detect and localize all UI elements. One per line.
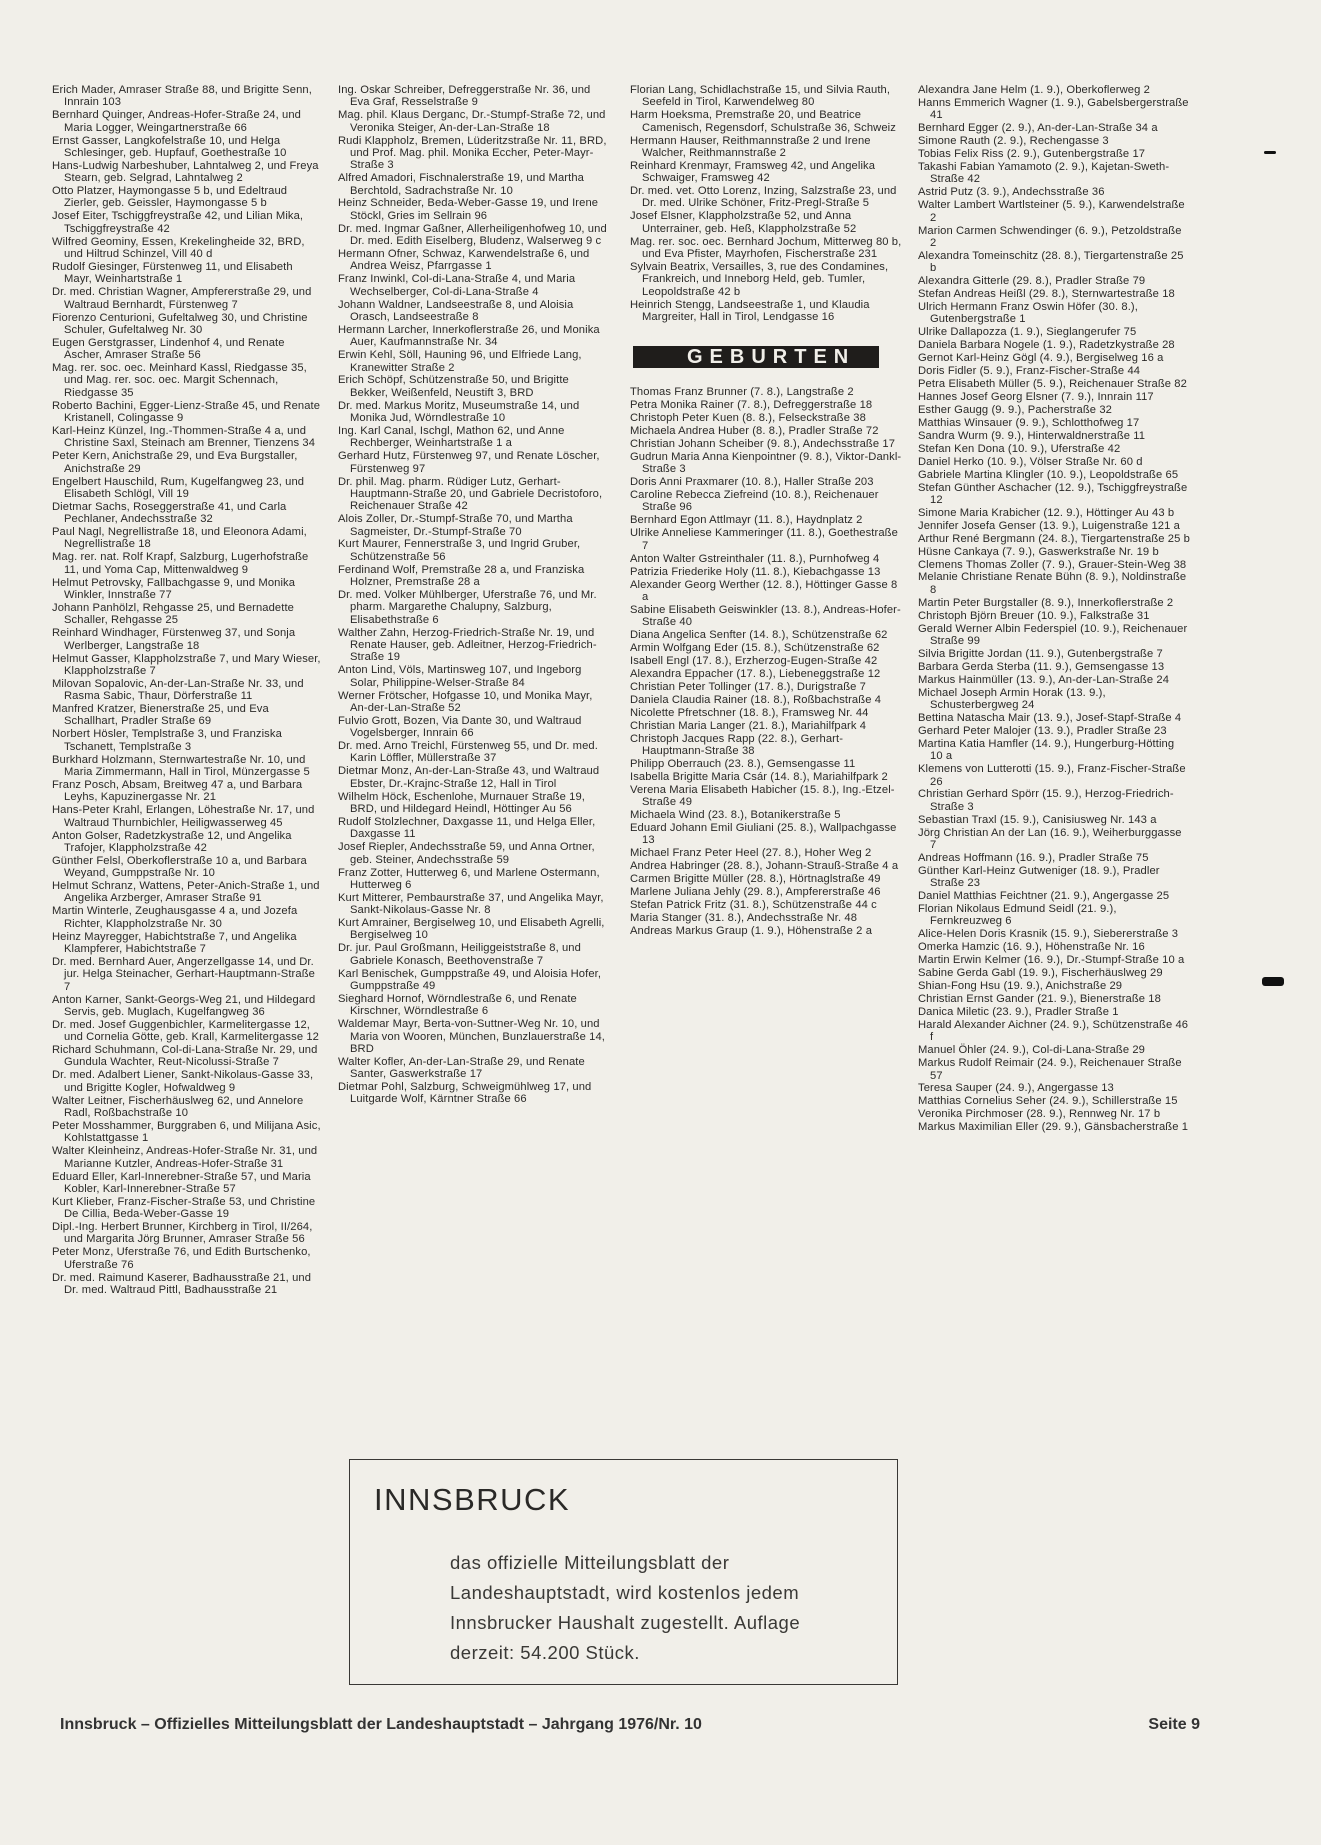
scan-mark-top [1264,151,1276,154]
birth-entry: Carmen Brigitte Müller (28. 8.), Hörtnaglstraße 49 [630,873,881,886]
marriage-entry: Johann Waldner, Landseestraße 8, und Aloisia Orasch, Landseestraße 8 [338,298,574,323]
marriage-entry: Walther Zahn, Herzog-Friedrich-Straße Nr. 19, und Renate Hauser, geb. Adleitner, Herzog-Friedrich-Straße 19 [338,626,597,664]
birth-entry: Manuel Öhler (24. 9.), Col-di-Lana-Straße 29 [918,1044,1146,1057]
marriage-entry: Mag. rer. nat. Rolf Krapf, Salzburg, Lugerhofstraße 11, und Yoma Cap, Mittenwaldweg 9 [52,551,309,576]
column-1 [52,84,322,1297]
birth-entry: Hanns Emmerich Wagner (1. 9.), Gabelsbergerstraße 41 [918,96,1189,122]
birth-entry: Petra Elisabeth Müller (5. 9.), Reichenauer Straße 82 [918,378,1187,390]
birth-entry: Hüsne Cankaya (7. 9.), Gaswerkstraße Nr. 19 b [918,545,1159,558]
birth-entry: Caroline Rebecca Ziefreind (10. 8.), Reichenauer Straße 96 [630,489,879,514]
marriage-entry: Ernst Gasser, Langkofelstraße 10, und Helga Schlesinger, geb. Hupfauf, Goethestraße 10 [52,134,287,159]
info-box-text: das offizielle Mitteilungsblatt der Landeshauptstadt, wird kostenlos jedem Innsbrucker Haushalt zugestellt. Auflage derzeit: 54.200 Stück. [450,1552,801,1663]
marriage-entry: Norbert Hösler, Templstraße 3, und Franziska Tschanett, Templstraße 3 [52,728,282,753]
birth-entry: Shian-Fong Hsu (19. 9.), Anichstraße 29 [918,980,1123,993]
marriage-entry: Dr. med. Ingmar Gaßner, Allerheiligenhofweg 10, und Dr. med. Edith Eiselberg, Bludenz, Walserweg 9 c [338,222,607,248]
birth-entry: Maria Stanger (31. 8.), Andechsstraße Nr. 48 [630,911,858,924]
marriage-entry: Kurt Maurer, Fennerstraße 3, und Ingrid Gruber, Schützenstraße 56 [338,538,581,563]
marriage-entry: Dr. med. vet. Otto Lorenz, Inzing, Salzstraße 23, und Dr. med. Ulrike Schöner, Fritz-Pregl-Straße 5 [630,185,897,210]
birth-entry: Armin Wolfgang Eder (15. 8.), Schützenstraße 62 [630,642,880,654]
birth-entry: Christoph Peter Kuen (8. 8.), Felseckstraße 38 [630,412,866,425]
column-2 [338,84,608,1106]
marriages-continued [630,84,902,323]
birth-entry: Florian Nikolaus Edmund Seidl (21. 9.), Fernkreuzweg 6 [918,903,1117,928]
footer-publication: Innsbruck – Offizielles Mitteilungsblatt der Landeshauptstadt – Jahrgang 1976/Nr. 10 [60,1716,702,1733]
birth-entry: Omerka Hamzic (16. 9.), Höhenstraße Nr. 16 [918,941,1145,954]
marriage-entry: Alois Zoller, Dr.-Stumpf-Straße 70, und Martha Sagmeister, Dr.-Stumpf-Straße 70 [338,513,573,538]
birth-entry: Michaela Andrea Huber (8. 8.), Pradler Straße 72 [630,425,879,438]
birth-entry: Tobias Felix Riss (2. 9.), Gutenbergstraße 17 [918,148,1146,161]
birth-entry: Markus Rudolf Reimair (24. 9.), Reichenauer Straße 57 [918,1057,1182,1082]
column-4 [918,84,1190,1134]
birth-entry: Andreas Markus Graup (1. 9.), Höhenstraße 2 a [630,924,873,937]
birth-entry: Daniela Claudia Rainer (18. 8.), Roßbachstraße 4 [630,693,882,706]
marriage-entry: Mag. rer. soc. oec. Bernhard Jochum, Mitterweg 80 b, und Eva Pfister, Mayrhofen, Fischerstraße 231 [630,235,902,261]
marriage-entry: Hermann Larcher, Innerkoflerstraße 26, und Monika Auer, Kaufmannstraße Nr. 34 [338,323,600,349]
birth-entry: Alexandra Gitterle (29. 8.), Pradler Straße 79 [918,275,1146,288]
birth-entry: Simone Maria Krabicher (12. 9.), Höttinger Au 43 b [918,506,1175,519]
marriage-entry: Dietmar Sachs, Roseggerstraße 41, und Carla Pechlaner, Andechsstraße 32 [52,500,287,526]
marriage-entry: Paul Nagl, Negrellistraße 18, und Eleonora Adami, Negrellistraße 18 [52,526,307,551]
birth-entry: Isabella Brigitte Maria Csár (14. 8.), Mariahilfpark 2 [630,770,888,783]
birth-entry: Sabine Gerda Gabl (19. 9.), Fischerhäuslweg 29 [918,967,1163,980]
marriage-entry: Reinhard Windhager, Fürstenweg 37, und Sonja Werlberger, Langstraße 18 [52,627,296,652]
marriage-entry: Josef Eiter, Tschiggfreystraße 42, und Lilian Mika, Tschiggfreystraße 42 [52,210,304,235]
marriage-entry: Anton Lind, Völs, Martinsweg 107, und Ingeborg Solar, Philippine-Welser-Straße 84 [338,664,582,689]
birth-entry: Teresa Sauper (24. 9.), Angergasse 13 [918,1082,1114,1095]
birth-entry: Bernhard Egger (2. 9.), An-der-Lan-Straße 34 a [918,122,1158,135]
marriage-entry: Fulvio Grott, Bozen, Via Dante 30, und Waltraud Vogelsberger, Innrain 66 [338,714,582,740]
birth-entry: Matthias Cornelius Seher (24. 9.), Schillerstraße 15 [918,1095,1178,1108]
birth-entry: Gudrun Maria Anna Kienpointner (9. 8.), Viktor-Dankl-Straße 3 [630,450,902,476]
marriage-entry: Dr. med. Volker Mühlberger, Uferstraße 76, und Mr. pharm. Margarethe Chalupny, Salzburg, Elisabethstraße 6 [338,589,597,626]
marriage-entry: Burkhard Holzmann, Sternwartestraße Nr. 10, und Maria Zimmermann, Hall in Tirol, Münzergasse 5 [52,753,310,778]
birth-entry: Anton Walter Gstreinthaler (11. 8.), Purnhofweg 4 [630,552,880,565]
marriage-entry: Hans-Peter Krahl, Erlangen, Löhestraße Nr. 17, und Waltraud Thurnbichler, Heiligwasserweg 45 [52,804,315,829]
birth-entry: Barbara Gerda Sterba (11. 9.), Gemsengasse 13 [918,660,1165,673]
birth-entry: Takashi Fabian Yamamoto (2. 9.), Kajetan-Sweth-Straße 42 [918,161,1170,186]
birth-entry: Clemens Thomas Zoller (7. 9.), Grauer-Stein-Weg 38 [918,558,1187,571]
birth-entry: Isabell Engl (17. 8.), Erzherzog-Eugen-Straße 42 [630,654,878,667]
birth-entry: Christian Peter Tollinger (17. 8.), Durigstraße 7 [630,680,866,693]
marriage-entry: Josef Elsner, Klappholzstraße 52, und Anna Unterrainer, geb. Heß, Klappholzstraße 52 [630,210,857,235]
marriage-entry: Karl-Heinz Künzel, Ing.-Thommen-Straße 4 a, und Christine Saxl, Steinach am Brenner, Tienzens 34 [52,425,316,450]
marriage-entry: Dr. med. Raimund Kaserer, Badhausstraße 21, und Dr. med. Waltraud Pittl, Badhausstraße 21 [52,1271,312,1296]
birth-entry: Marion Carmen Schwendinger (6. 9.), Petzoldstraße 2 [918,224,1182,249]
marriage-entry: Wilfred Geominy, Essen, Krekelingheide 32, BRD, und Hiltrud Schinzel, Vill 40 d [52,235,305,261]
marriage-entry: Gerhard Hutz, Fürstenweg 97, und Renate Löscher, Fürstenweg 97 [338,450,600,475]
marriage-entry: Hermann Hauser, Reithmannstraße 2 und Irene Walcher, Reithmannstraße 2 [630,134,871,159]
birth-entry: Christian Johann Scheiber (9. 8.), Andechsstraße 17 [630,437,896,450]
marriage-entry: Sieghard Hornof, Wörndlestraße 6, und Renate Kirschner, Wörndlestraße 6 [338,992,577,1018]
marriage-entry: Mag. rer. soc. oec. Meinhard Kassl, Riedgasse 35, und Mag. rer. soc. oec. Margit Schennach, Riedgasse 35 [52,362,307,399]
marriage-entry: Dietmar Monz, An-der-Lan-Straße 43, und Waltraud Ebster, Dr.-Krajnc-Straße 12, Hall in Tirol [338,765,600,790]
birth-entry: Hannes Josef Georg Elsner (7. 9.), Innrain 117 [918,390,1154,403]
marriage-entry: Erich Mader, Amraser Straße 88, und Brigitte Senn, Innrain 103 [52,84,312,109]
birth-entry: Matthias Winsauer (9. 9.), Schlotthofweg 17 [918,416,1140,429]
marriage-entry: Dr. med. Markus Moritz, Museumstraße 14, und Monika Jud, Wörndlestraße 10 [338,399,580,425]
marriage-entry: Kurt Amrainer, Bergiselweg 10, und Elisabeth Agrelli, Bergiselweg 10 [338,917,605,942]
marriage-entry: Günther Felsl, Oberkoflerstraße 10 a, und Barbara Weyand, Gumppstraße Nr. 10 [52,854,307,880]
marriage-entry: Johann Panhölzl, Rehgasse 25, und Bernadette Schaller, Rehgasse 25 [52,601,294,627]
marriage-entry: Dipl.-Ing. Herbert Brunner, Kirchberg in Tirol, II/264, und Margarita Jörg Brunner, Amraser Straße 56 [52,1221,313,1246]
birth-entry: Veronika Pirchmoser (28. 9.), Rennweg Nr. 17 b [918,1108,1161,1121]
marriage-entry: Ferdinand Wolf, Premstraße 28 a, und Franziska Holzner, Premstraße 28 a [338,563,585,589]
birth-entry: Ulrike Dallapozza (1. 9.), Sieglangerufer 75 [918,326,1137,339]
birth-entry: Harald Alexander Aichner (24. 9.), Schützenstraße 46 f [918,1018,1189,1044]
marriage-entry: Heinz Mayregger, Habichtstraße 7, und Angelika Klampferer, Habichtstraße 7 [52,930,297,955]
marriage-entry: Dr. med. Arno Treichl, Fürstenweg 55, und Dr. med. Karin Löffler, Müllerstraße 37 [338,740,598,765]
birth-entry: Jennifer Josefa Genser (13. 9.), Luigenstraße 121 a [918,519,1180,532]
birth-entry: Jörg Christian An der Lan (16. 9.), Weiherburggasse 7 [918,826,1182,851]
birth-entry: Günther Karl-Heinz Gutweniger (18. 9.), Pradler Straße 23 [918,864,1160,890]
birth-entry: Martin Erwin Kelmer (16. 9.), Dr.-Stumpf-Straße 10 a [918,954,1185,967]
birth-entry: Stefan Günther Aschacher (12. 9.), Tschiggfreystraße 12 [918,481,1188,506]
birth-entry: Christian Maria Langer (21. 8.), Mariahilfpark 4 [630,719,867,732]
marriage-entry: Dietmar Pohl, Salzburg, Schweigmühlweg 17, und Luitgarde Wolf, Kärntner Straße 66 [338,1081,592,1106]
marriage-entry: Karl Benischek, Gumppstraße 49, und Aloisia Hofer, Gumppstraße 49 [338,967,602,992]
birth-entry: Martin Peter Burgstaller (8. 9.), Innerkoflerstraße 2 [918,596,1174,609]
marriage-entry: Engelbert Hauschild, Rum, Kugelfangweg 23, und Elisabeth Schlögl, Vill 19 [52,475,305,500]
birth-entry: Sabine Elisabeth Geiswinkler (13. 8.), Andreas-Hofer-Straße 40 [630,603,901,629]
marriage-entry: Walter Leitner, Fischerhäuslweg 62, und Annelore Radl, Roßbachstraße 10 [52,1094,304,1119]
marriage-entry: Dr. med. Christian Wagner, Ampfererstraße 29, und Waltraud Bernhardt, Fürstenweg 7 [52,286,312,311]
birth-entry: Arthur René Bergmann (24. 8.), Tiergartenstraße 25 b [918,532,1190,545]
marriage-entry: Erwin Kehl, Söll, Hauning 96, und Elfriede Lang, Kranewitter Straße 2 [338,349,582,374]
marriage-entry: Eugen Gerstgrasser, Lindenhof 4, und Renate Ascher, Amraser Straße 56 [52,336,285,362]
marriage-entry: Walter Kofler, An-der-Lan-Straße 29, und Renate Santer, Gaswerkstraße 17 [338,1055,585,1081]
birth-entry: Simone Rauth (2. 9.), Rechengasse 3 [918,135,1109,148]
birth-entry: Alexandra Tomeinschitz (28. 8.), Tiergartenstraße 25 b [918,249,1184,275]
marriage-entry: Dr. med. Josef Guggenbichler, Karmelitergasse 12, und Cornelia Götte, geb. Krall, Karmelitergasse 12 [52,1018,319,1044]
marriage-entry: Kurt Klieber, Franz-Fischer-Straße 53, und Christine De Cillia, Beda-Weber-Gasse 19 [52,1195,316,1221]
page-number: Seite 9 [1148,1716,1200,1733]
birth-entry: Esther Gaugg (9. 9.), Pacherstraße 32 [918,403,1112,416]
marriage-entry: Walter Kleinheinz, Andreas-Hofer-Straße Nr. 31, und Marianne Kutzler, Andreas-Hofer-Straße 31 [52,1145,318,1170]
marriage-entry: Dr. med. Bernhard Auer, Angerzellgasse 14, und Dr. jur. Helga Steinacher, Gerhart-Hauptmann-Straße 7 [52,955,315,993]
marriage-entry: Reinhard Krenmayr, Framsweg 42, und Angelika Schwaiger, Framsweg 42 [630,159,876,185]
birth-entry: Daniela Barbara Nogele (1. 9.), Radetzkystraße 28 [918,339,1175,352]
marriage-entry: Dr. phil. Mag. pharm. Rüdiger Lutz, Gerhart-Hauptmann-Straße 20, und Gabriele Decristoforo, Reichenauer Straße 42 [338,475,603,513]
birth-entry: Astrid Putz (3. 9.), Andechsstraße 36 [918,186,1105,199]
marriage-entry: Roberto Bachini, Egger-Lienz-Straße 45, und Renate Kristanell, Colingasse 9 [52,399,321,425]
marriage-entry: Fiorenzo Centurioni, Gufeltalweg 30, und Christine Schuler, Gufeltalweg Nr. 30 [52,311,308,336]
birth-entry: Alexandra Eppacher (17. 8.), Liebeneggstraße 12 [630,667,881,680]
marriage-entry: Bernhard Quinger, Andreas-Hofer-Straße 24, und Maria Logger, Weingartnerstraße 66 [52,109,301,134]
birth-entry: Martina Katia Hamfler (14. 9.), Hungerburg-Hötting 10 a [918,737,1175,763]
info-box-title: INNSBRUCK [374,1482,571,1517]
marriage-entry: Wilhelm Höck, Eschenlohe, Murnauer Straße 19, BRD, und Hildegard Heindl, Höttinger Au 56 [338,790,585,816]
birth-entry: Gabriele Martina Klingler (10. 9.), Leopoldstraße 65 [918,468,1179,481]
birth-entry: Danica Miletic (23. 9.), Pradler Straße 1 [918,1006,1119,1018]
marriage-entry: Mag. phil. Klaus Derganc, Dr.-Stumpf-Straße 72, und Veronika Steiger, An-der-Lan-Straße 18 [338,109,606,134]
birth-entry: Michael Joseph Armin Horak (13. 9.), Schusterbergweg 24 [918,686,1106,712]
marriage-entry: Werner Frötscher, Hofgasse 10, und Monika Mayr, An-der-Lan-Straße 52 [338,689,593,714]
birth-entry: Daniel Herko (10. 9.), Völser Straße Nr. 60 d [918,455,1143,468]
marriage-entry: Erich Schöpf, Schützenstraße 50, und Brigitte Bekker, Weißenfeld, Neustift 3, BRD [338,374,569,399]
birth-entry: Ulrich Hermann Franz Oswin Höfer (30. 8.), Gutenbergstraße 1 [918,300,1138,326]
marriage-entry: Helmut Schranz, Wattens, Peter-Anich-Straße 1, und Angelika Arzberger, Amraser Straße 91 [52,880,320,905]
marriage-entry: Helmut Gasser, Klappholzstraße 7, und Mary Wieser, Klappholzstraße 7 [52,652,321,677]
birth-entry: Marlene Juliana Jehly (29. 8.), Ampfererstraße 46 [630,886,881,899]
birth-entry: Stefan Ken Dona (10. 9.), Uferstraße 42 [918,442,1121,455]
birth-entry: Michaela Wind (23. 8.), Botanikerstraße 5 [630,809,841,821]
birth-entry: Gerald Werner Albin Federspiel (10. 9.), Reichenauer Straße 99 [918,622,1188,647]
birth-entry: Melanie Christiane Renate Bühn (8. 9.), Noldinstraße 8 [918,571,1187,596]
birth-entry: Verena Maria Elisabeth Habicher (15. 8.), Ing.-Etzel-Straße 49 [630,783,895,809]
marriage-entry: Peter Mosshammer, Burggraben 6, und Milijana Asic, Kohlstattgasse 1 [52,1119,321,1145]
marriage-entry: Manfred Kratzer, Bienerstraße 25, und Eva Schallhart, Pradler Straße 69 [52,703,269,728]
birth-entry: Diana Angelica Senfter (14. 8.), Schützenstraße 62 [630,629,888,642]
marriage-entry: Peter Monz, Uferstraße 76, und Edith Burtschenko, Uferstraße 76 [52,1246,311,1271]
marriage-entry: Sylvain Beatrix, Versailles, 3, rue des Condamines, Frankreich, und Inneborg Held, geb. Tumler, Leopoldstraße 42 b [630,260,889,298]
birth-entry: Patrizia Friederike Holy (11. 8.), Kiebachgasse 13 [630,565,881,578]
birth-entry: Silvia Brigitte Jordan (11. 9.), Gutenbergstraße 7 [918,647,1163,660]
birth-entry: Bettina Natascha Mair (13. 9.), Josef-Stapf-Straße 4 [918,712,1182,724]
marriage-entry: Anton Golser, Radetzkystraße 12, und Angelika Trafojer, Klappholzstraße 42 [52,829,292,854]
birth-entry: Gerhard Peter Malojer (13. 9.), Pradler Straße 23 [918,724,1167,737]
marriage-entry: Franz Posch, Absam, Breitweg 47 a, und Barbara Leyhs, Kapuzinergasse Nr. 21 [52,778,303,804]
birth-entry: Stefan Andreas Heißl (29. 8.), Sternwartestraße 18 [918,288,1175,301]
birth-entry: Philipp Oberrauch (23. 8.), Gemsengasse 11 [630,757,856,770]
birth-entry: Petra Monika Rainer (7. 8.), Defreggerstraße 18 [630,399,873,412]
marriage-entry: Harm Hoeksma, Premstraße 20, und Beatrice Camenisch, Regensdorf, Schulstraße 36, Schweiz [630,109,896,134]
birth-entry: Stefan Patrick Fritz (31. 8.), Schützenstraße 44 c [630,898,877,911]
marriage-entry: Rudi Klappholz, Bremen, Lüderitzstraße Nr. 11, BRD, und Prof. Mag. phil. Monika Eccher, Peter-Mayr-Straße 3 [338,134,607,172]
birth-entry: Bernhard Egon Attlmayr (11. 8.), Haydnplatz 2 [630,514,863,527]
birth-entry: Alexander Georg Werther (12. 8.), Höttinger Gasse 8 a [630,578,898,603]
scan-mark-middle [1262,977,1284,986]
births-heading: GEBURTEN [633,346,879,368]
birth-entry: Christoph Björn Breuer (10. 9.), Falkstraße 31 [918,609,1150,622]
birth-entry: Sebastian Traxl (15. 9.), Canisiusweg Nr. 143 a [918,813,1157,826]
birth-entry: Sandra Wurm (9. 9.), Hinterwaldnerstraße 11 [918,429,1146,442]
birth-entry: Markus Maximilian Eller (29. 9.), Gänsbacherstraße 1 [918,1121,1189,1134]
marriage-entry: Hans-Ludwig Narbeshuber, Lahntalweg 2, und Freya Stearn, geb. Selgrad, Lahntalweg 2 [52,159,319,185]
info-box [349,1459,898,1685]
marriage-entry: Alfred Amadori, Fischnalerstraße 19, und Martha Berchtold, Sadrachstraße Nr. 10 [338,172,584,197]
birth-entry: Christoph Jacques Rapp (22. 8.), Gerhart-Hauptmann-Straße 38 [630,732,844,757]
births-list [630,386,902,937]
marriage-entry: Eduard Eller, Karl-Innerebner-Straße 57, und Maria Kobler, Karl-Innerebner-Straße 57 [52,1170,311,1195]
birth-entry: Eduard Johann Emil Giuliani (25. 8.), Wallpachgasse 13 [630,821,897,847]
marriage-entry: Peter Kern, Anichstraße 29, und Eva Burgstaller, Anichstraße 29 [52,450,298,475]
marriage-entry: Otto Platzer, Haymongasse 5 b, und Edeltraud Zierler, geb. Geissler, Haymongasse 5 b [52,185,288,210]
birth-entry: Alice-Helen Doris Krasnik (15. 9.), Siebererstraße 3 [918,928,1179,941]
marriage-entry: Milovan Sopalovic, An-der-Lan-Straße Nr. 33, und Rasma Sabic, Thaur, Dörferstraße 11 [52,677,304,703]
marriage-entry: Ing. Karl Canal, Ischgl, Mathon 62, und Anne Rechberger, Weinhartstraße 1 a [338,425,565,450]
marriage-entry: Ing. Oskar Schreiber, Defreggerstraße Nr. 36, und Eva Graf, Resselstraße 9 [338,84,591,109]
marriage-entry: Florian Lang, Schidlachstraße 15, und Silvia Rauth, Seefeld in Tirol, Karwendelweg 80 [630,84,891,109]
marriage-entry: Dr. jur. Paul Großmann, Heiliggeiststraße 8, und Gabriele Konasch, Beethovenstraße 7 [338,942,581,967]
birth-entry: Doris Anni Praxmarer (10. 8.), Haller Straße 203 [630,476,874,489]
birth-entry: Christian Ernst Gander (21. 9.), Bienerstraße 18 [918,993,1161,1006]
birth-entry: Andreas Hoffmann (16. 9.), Pradler Straße 75 [918,851,1149,864]
birth-entry: Klemens von Lutterotti (15. 9.), Franz-Fischer-Straße 26 [918,763,1186,788]
marriage-entry: Richard Schuhmann, Col-di-Lana-Straße Nr. 29, und Gundula Wachter, Reut-Nicolussi-Straße 7 [52,1044,318,1069]
marriage-entry: Waldemar Mayr, Berta-von-Suttner-Weg Nr. 10, und Maria von Wooren, München, Bunzlauerstraße 14, BRD [338,1018,605,1055]
marriage-entry: Heinz Schneider, Beda-Weber-Gasse 19, und Irene Stöckl, Gries im Sellrain 96 [338,197,599,222]
birth-entry: Christian Gerhard Spörr (15. 9.), Herzog-Friedrich-Straße 3 [918,788,1174,813]
column-3 [630,84,902,938]
marriage-entry: Dr. med. Adalbert Liener, Sankt-Nikolaus-Gasse 33, und Brigitte Kogler, Hofwaldweg 9 [52,1069,314,1094]
marriage-entry: Heinrich Stengg, Landseestraße 1, und Klaudia Margreiter, Hall in Tirol, Lendgasse 16 [630,298,870,323]
birth-entry: Michael Franz Peter Heel (27. 8.), Hoher Weg 2 [630,847,872,860]
marriage-entry: Franz Zotter, Hutterweg 6, und Marlene Ostermann, Hutterweg 6 [338,866,600,891]
birth-entry: Andrea Habringer (28. 8.), Johann-Strauß-Straße 4 a [630,860,899,873]
marriage-entry: Rudolf Giesinger, Fürstenweg 11, und Elisabeth Mayr, Weinhartstraße 1 [52,260,293,286]
birth-entry: Ulrike Anneliese Kammeringer (11. 8.), Goethestraße 7 [630,527,898,552]
birth-entry: Doris Fidler (5. 9.), Franz-Fischer-Straße 44 [918,365,1141,378]
birth-entry: Markus Hainmüller (13. 9.), An-der-Lan-Straße 24 [918,673,1170,686]
marriage-entry: Helmut Petrovsky, Fallbachgasse 9, und Monika Winkler, Innstraße 77 [52,576,296,602]
marriage-entry: Josef Riepler, Andechsstraße 59, und Anna Ortner, geb. Steiner, Andechsstraße 59 [338,841,595,866]
birth-entry: Walter Lambert Wartlsteiner (5. 9.), Karwendelstraße 2 [918,199,1185,224]
birth-entry: Nicolette Pfretschner (18. 8.), Framsweg Nr. 44 [630,706,869,719]
marriage-entry: Anton Karner, Sankt-Georgs-Weg 21, und Hildegard Servis, geb. Muglach, Kugelfangweg 36 [52,993,316,1018]
marriage-entry: Kurt Mitterer, Pembaurstraße 37, und Angelika Mayr, Sankt-Nikolaus-Gasse Nr. 8 [338,891,604,917]
marriage-entry: Rudolf Stolzlechner, Daxgasse 11, und Helga Eller, Daxgasse 11 [338,815,596,841]
birth-entry: Alexandra Jane Helm (1. 9.), Oberkoflerweg 2 [918,84,1150,96]
marriage-entry: Hermann Ofner, Schwaz, Karwendelstraße 6, und Andrea Weisz, Pfarrgasse 1 [338,248,590,273]
marriage-entry: Martin Winterle, Zeughausgasse 4 a, und Jozefa Richter, Klappholzstraße Nr. 30 [52,905,298,930]
marriage-entry: Franz Inwinkl, Col-di-Lana-Straße 4, und Maria Wechselberger, Col-di-Lana-Straße 4 [338,273,576,298]
birth-entry: Thomas Franz Brunner (7. 8.), Langstraße 2 [630,386,854,399]
birth-entry: Daniel Matthias Feichtner (21. 9.), Angergasse 25 [918,890,1170,903]
birth-entry: Gernot Karl-Heinz Gögl (4. 9.), Bergiselweg 16 a [918,352,1164,365]
